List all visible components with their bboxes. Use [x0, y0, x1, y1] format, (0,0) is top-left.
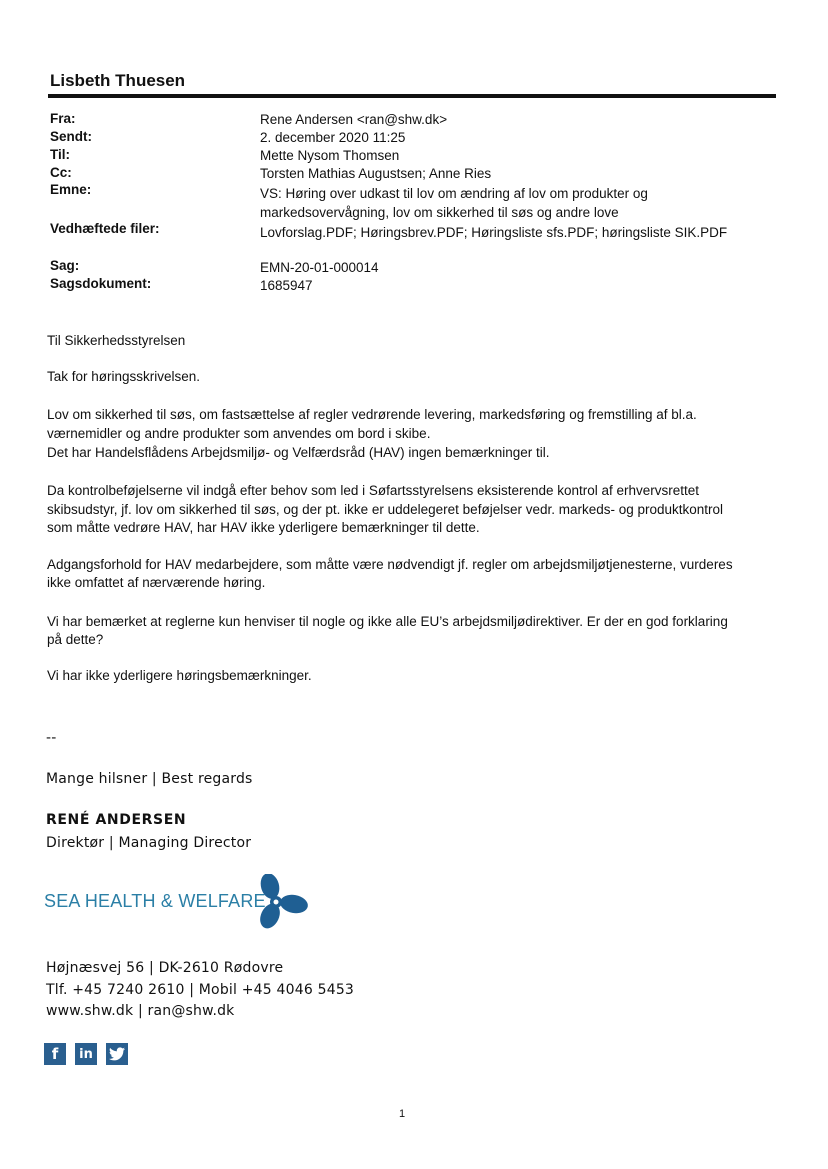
- thanks-line: Tak for høringsskrivelsen.: [47, 369, 201, 384]
- paragraph-3-line-2: ikke omfattet af nærværende høring.: [47, 575, 266, 590]
- signature-name: RENÉ ANDERSEN: [46, 812, 187, 828]
- company-brand: SEA HEALTH & WELFARE: [44, 891, 266, 911]
- document-owner: Lisbeth Thuesen: [50, 71, 186, 90]
- signature-web[interactable]: www.shw.dk | ran@shw.dk: [46, 1003, 235, 1019]
- paragraph-3-line-1: Adgangsforhold for HAV medarbejdere, som måtte være nødvendigt jf. regler om arbejdsmiljøtjenesterne, vurderes: [47, 557, 733, 572]
- page-number: 1: [399, 1108, 406, 1120]
- paragraph-5: Vi har ikke yderligere høringsbemærkninger.: [47, 668, 312, 683]
- twitter-icon[interactable]: [106, 1043, 128, 1065]
- signature-address: Højnæsvej 56 | DK-2610 Rødovre: [46, 960, 284, 976]
- paragraph-2-line-3: som måtte vedrøre HAV, har HAV ikke yderligere bemærkninger til dette.: [47, 520, 480, 535]
- paragraph-1-line-2: værnemidler og andre produkter som anvendes om bord i skibe.: [47, 426, 431, 441]
- case-label: Sag:: [50, 258, 80, 273]
- paragraph-2-line-2: skibsudstyr, jf. lov om sikkerhed til søs, og der pt. ikke er uddelegeret beføjelser vedr. markeds- og produktkontrol: [47, 502, 724, 517]
- linkedin-icon[interactable]: in: [75, 1043, 97, 1065]
- paragraph-4-line-1: Vi har bemærket at reglerne kun henviser til nogle og ikke alle EU’s arbejdsmiljødirektiver. Er der en god forklaring: [47, 614, 728, 629]
- signature-title: Direktør | Managing Director: [46, 835, 252, 851]
- header-rule: [48, 94, 776, 98]
- sent-value: 2. december 2020 11:25: [260, 130, 406, 145]
- subject-line-1: VS: Høring over udkast til lov om ændring af lov om produkter og: [260, 186, 648, 201]
- signature-regards: Mange hilsner | Best regards: [46, 771, 253, 787]
- subject-line-2: markedsovervågning, lov om sikkerhed til søs og andre love: [260, 205, 619, 220]
- sent-label: Sendt:: [50, 129, 92, 144]
- signature-separator: --: [46, 730, 57, 746]
- cc-value: Torsten Mathias Augustsen; Anne Ries: [260, 166, 492, 181]
- to-label: Til:: [50, 147, 70, 162]
- twitter-bird-glyph: [109, 1047, 125, 1061]
- facebook-icon[interactable]: f: [44, 1043, 66, 1065]
- cc-label: Cc:: [50, 165, 72, 180]
- attachments-value: Lovforslag.PDF; Høringsbrev.PDF; Høringsliste sfs.PDF; høringsliste SIK.PDF: [260, 225, 728, 240]
- from-value: Rene Andersen <ran@shw.dk>: [260, 112, 448, 127]
- signature-phone: Tlf. +45 7240 2610 | Mobil +45 4046 5453: [46, 982, 355, 998]
- subject-label: Emne:: [50, 182, 92, 197]
- attachments-label: Vedhæftede filer:: [50, 221, 160, 236]
- greeting: Til Sikkerhedsstyrelsen: [47, 333, 186, 348]
- paragraph-1-line-3: Det har Handelsflådens Arbejdsmiljø- og Velfærdsråd (HAV) ingen bemærkninger til.: [47, 445, 550, 460]
- to-value: Mette Nysom Thomsen: [260, 148, 400, 163]
- from-label: Fra:: [50, 111, 76, 126]
- propeller-logo-icon: [254, 874, 310, 930]
- case-document-label: Sagsdokument:: [50, 276, 152, 291]
- paragraph-2-line-1: Da kontrolbeføjelserne vil indgå efter behov som led i Søfartsstyrelsens eksisterende kontrol af erhvervsrettet: [47, 483, 700, 498]
- case-value: EMN-20-01-000014: [260, 260, 379, 275]
- paragraph-4-line-2: på dette?: [47, 632, 104, 647]
- paragraph-1-line-1: Lov om sikkerhed til søs, om fastsættelse af regler vedrørende levering, markedsføring og fremstilling af bl.a.: [47, 407, 697, 422]
- case-document-value: 1685947: [260, 278, 313, 293]
